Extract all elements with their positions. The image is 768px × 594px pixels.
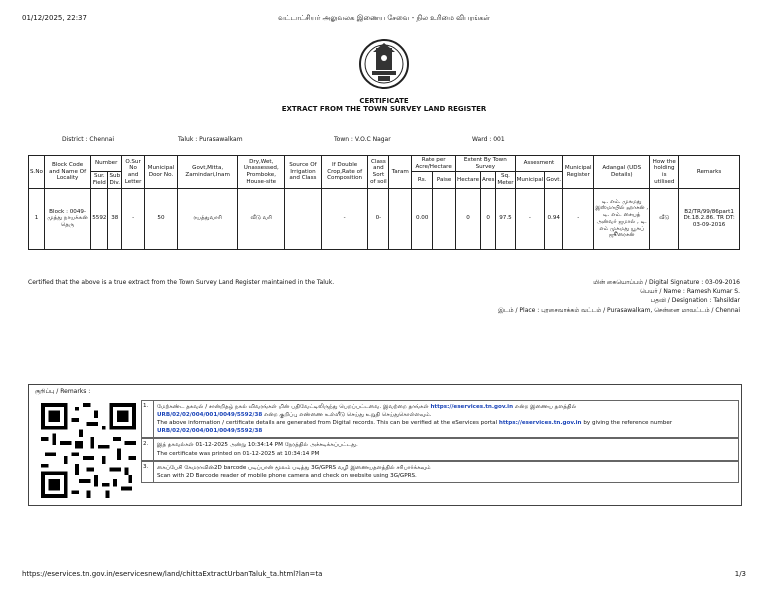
certificate-subtitle: EXTRACT FROM THE TOWN SURVEY LAND REGISTER	[281, 105, 487, 113]
cell-adangal: டி. எம். முகமது இஸ்மாயில் ஹாசன் , டி. எம். சையத் அன்வர் ஜமால் , டி. எம் முகமது யூசுப் ஜூரைசன்	[594, 188, 650, 249]
col-paise: Paise	[433, 172, 456, 188]
eservices-link-2[interactable]: https://eservices.tn.gov.in	[498, 420, 582, 427]
col-govt: Govt,Mitta, Zamindari,Inam	[177, 156, 238, 189]
cell-double: -	[321, 188, 368, 249]
list-item	[141, 400, 739, 438]
cell-block: Block : 0049-முத்து நாயக்கன் தெரு	[44, 188, 90, 249]
cell-hectare: 0	[456, 188, 481, 249]
col-osur: O.Sur No and Letter	[122, 156, 145, 189]
remark-english-text: Scan with 2D Barcode reader of mobile phone camera and check on website using 3G/GPRS.	[157, 472, 417, 479]
qr-code-icon	[41, 403, 136, 498]
ward-label: Ward : 001	[472, 136, 505, 143]
remark-number: 1.	[142, 401, 154, 437]
reference-number: URB/02/02/004/001/0049/5592/38	[157, 412, 263, 419]
cell-door: 50	[145, 188, 178, 249]
cell-osur: -	[122, 188, 145, 249]
signatory-place: இடம் / Place : புரசைவாக்கம் வட்டம் / Purasawalkam, சென்னை மாவட்டம் / Chennai	[498, 307, 740, 314]
col-ares: Ares	[481, 172, 496, 188]
town-label: Town : V.O.C Nagar	[334, 136, 391, 143]
page-number: 1/3	[734, 570, 746, 578]
col-municipal-door: Municipal Door No.	[145, 156, 178, 189]
remark-tamil-text: இத் தகவல்கள் 01-12-2025 அன்று 10:34:14 PM நேரத்தில் அச்சடிக்கப்பட்டது.	[157, 442, 358, 449]
cell-municipal: -	[515, 188, 545, 249]
remarks-title: குறிப்பு / Remarks :	[35, 388, 91, 395]
col-municipal: Municipal	[515, 172, 545, 188]
taluk-label: Taluk : Purasawalkam	[178, 136, 243, 143]
col-sur-field: Sur. Field	[91, 172, 108, 188]
remark-tamil-text: மேற்கண்ட தகவல் / சான்றிதழ் நகல் விவரங்கள் மின் பதிவேட்டிலிருந்து பெறப்பட்டவை. இவற்றை தாங்கள்	[157, 404, 431, 410]
remark-number: 2.	[142, 439, 154, 459]
page-header-title: வட்டாட்சியர் அலுவலக இணைய சேவை - நில உரிமை விபரங்கள்	[278, 14, 490, 22]
cell-govt2: 0.94	[545, 188, 563, 249]
col-hectare: Hectare	[456, 172, 481, 188]
footer-url: https://eservices.tn.gov.in/eservicesnew/land/chittaExtractUrbanTaluk_ta.html?lan=ta	[22, 570, 323, 578]
remark-text	[154, 401, 738, 437]
col-sno: S.No	[29, 156, 45, 189]
col-rate: Rate per Acre/Hectare	[412, 156, 456, 172]
cell-ares: 0	[481, 188, 496, 249]
digital-signature: மின் கையொப்பம் / Digital Signature : 03-09-2016	[593, 279, 740, 286]
col-extent: Extent By Town Survey	[456, 156, 516, 172]
government-emblem-icon	[358, 38, 410, 90]
certificate-title: CERTIFICATE	[359, 97, 409, 105]
col-double: If Double Crop,Rate of Composition	[321, 156, 368, 189]
remark-english-text-end: by giving the reference number	[581, 420, 673, 427]
col-number: Number	[91, 156, 122, 172]
cell-mun-register: -	[563, 188, 594, 249]
col-remarks: Remarks	[679, 156, 740, 189]
reference-number-2: URB/02/02/004/001/0049/5592/38	[157, 428, 263, 435]
list-item	[141, 438, 739, 460]
cell-class: 0-	[368, 188, 389, 249]
remark-text	[154, 439, 738, 459]
cell-govt: ரயத்துவாரி	[177, 188, 238, 249]
col-assessment: Assesment	[515, 156, 563, 172]
cell-sno: 1	[29, 188, 45, 249]
remarks-box	[28, 384, 742, 506]
remarks-list	[141, 400, 739, 483]
signatory-designation: பதவி / Designation : Tahsildar	[650, 297, 740, 304]
col-source: Source Of Irrigation and Class	[285, 156, 322, 189]
cell-dry: வீடு வரி	[238, 188, 285, 249]
remark-english-text: The above information / certificate details are generated from Digital records. This can be verified at the eServices portal	[157, 420, 499, 427]
cell-sub-div: 38	[108, 188, 122, 249]
cell-rs: 0.00	[412, 188, 433, 249]
signatory-name: பெயர் / Name : Ramesh Kumar S.	[640, 288, 740, 295]
col-adangal: Adangal (UDS Details)	[594, 156, 650, 189]
col-holding: How the holding is utilised	[650, 156, 679, 189]
cell-taram	[389, 188, 412, 249]
cell-holding: வீடு	[650, 188, 679, 249]
col-rs: Rs.	[412, 172, 433, 188]
cell-remarks: B2/TR/99/86part1 Dt.18.2.86. TR DT: 03-09-2016	[679, 188, 740, 249]
remark-english-text: The certificate was printed on 01-12-2025 at 10:34:14 PM	[157, 450, 320, 457]
cell-sqmeter: 97.5	[496, 188, 515, 249]
remark-text	[154, 462, 738, 482]
cell-sur-field: 5592	[91, 188, 108, 249]
col-sqmeter: Sq. Meter	[496, 172, 515, 188]
col-taram: Taram	[389, 156, 412, 189]
col-municipal-register: Municipal Register	[563, 156, 594, 189]
remark-tamil-line2: என்ற குறிப்பு எண்ணை உள்ளீடு செய்து உறுதி செய்துகொள்ளவும்.	[262, 412, 432, 419]
eservices-link[interactable]: https://eservices.tn.gov.in	[430, 404, 514, 410]
land-register-table	[28, 155, 740, 250]
col-class: Class and Sort of soil	[368, 156, 389, 189]
remark-tamil-text: கைப்பேசி கேமராவின்2D barcode படிப்பான் மூலம் படித்து 3G/GPRS வழி இணையதளத்தில் சரிபார்க்கவும்	[157, 464, 431, 471]
col-dry: Dry,Wet, Unassessed, Promboke, House-site	[238, 156, 285, 189]
table-row	[29, 188, 740, 249]
print-datetime: 01/12/2025, 22:37	[22, 14, 87, 22]
col-block: Block Code and Name Of Locality	[44, 156, 90, 189]
remark-tamil-text-end: என்ற இணைய தளத்தில்	[513, 404, 577, 410]
district-label: District : Chennai	[62, 136, 115, 143]
col-govt2: Govt.	[545, 172, 563, 188]
certified-statement: Certified that the above is a true extract from the Town Survey Land Register maintained in the Taluk.	[28, 279, 335, 286]
cell-paise	[433, 188, 456, 249]
remark-number: 3.	[142, 462, 154, 482]
cell-source	[285, 188, 322, 249]
col-sub-div: Sub Div.	[108, 172, 122, 188]
list-item	[141, 461, 739, 483]
